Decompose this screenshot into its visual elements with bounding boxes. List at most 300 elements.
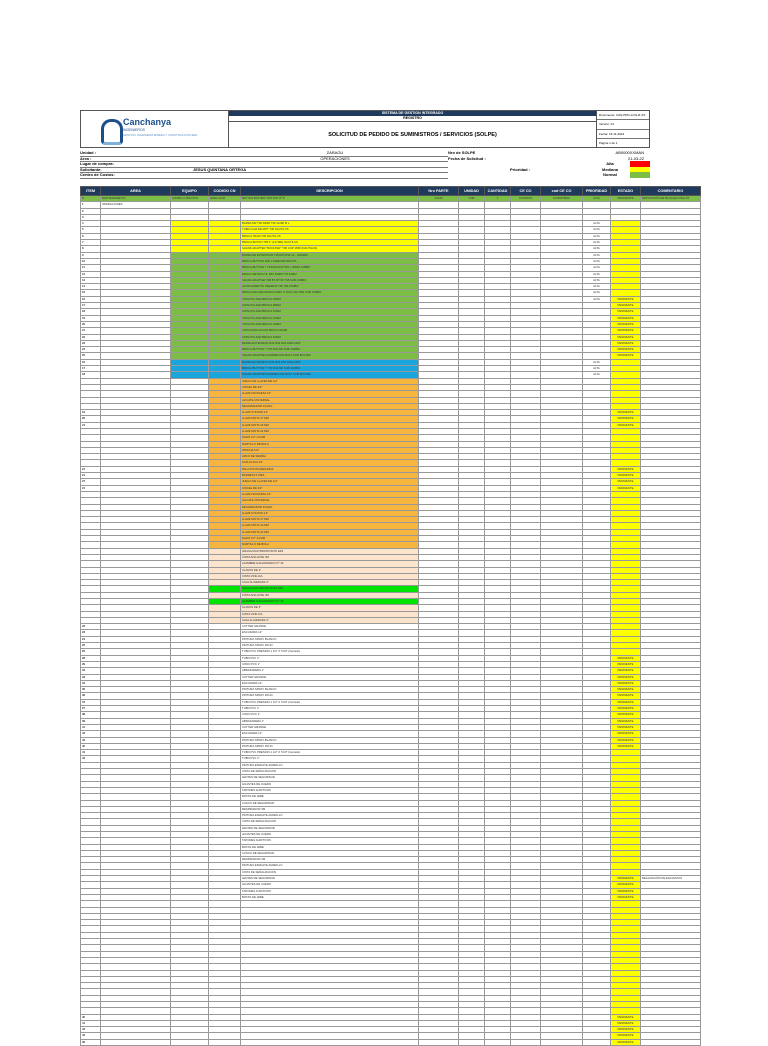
- lugar-label: Lugar de compra:: [80, 161, 114, 166]
- cell-estado: PENDIENTE: [611, 410, 641, 416]
- doc-version: Version: 01: [597, 120, 649, 129]
- cell-estado: PENDIENTE: [611, 315, 641, 321]
- cell-estado: PENDIENTE: [611, 1039, 641, 1045]
- cell-descripcion: ABRAZADERA 1": [241, 668, 419, 674]
- centro-line: [80, 172, 448, 179]
- cell-descripcion: LLAVE MIXTA 19 MM: [241, 523, 419, 529]
- cell-descripcion: SHANK ADAPTER T38 B7-RT-56 T38 SUB JUMBO: [241, 277, 419, 283]
- cell-item: 42: [81, 756, 101, 762]
- cell-item: 34: [81, 680, 101, 686]
- area-label: Area :: [80, 155, 92, 161]
- cell-descripcion: ALICATE UNIVERSAL: [241, 397, 419, 403]
- cell-codigo: [209, 1039, 241, 1045]
- fecha-label: Fecha de Solicitud :: [448, 155, 486, 161]
- cell-estado: PENDIENTE: [611, 737, 641, 743]
- cell-estado: PENDIENTE: [611, 1027, 641, 1033]
- cell-descripcion: ARCO DE SIERRA: [241, 454, 419, 460]
- cell-descripcion: GUANTES DE CUERO: [241, 781, 419, 787]
- cell-descripcion: RESPIRADOR 3M: [241, 857, 419, 863]
- cell-estado: PENDIENTE: [611, 1014, 641, 1020]
- col-area: AREA: [101, 187, 171, 196]
- cell-item: 2: [81, 208, 101, 214]
- cell-estado: PENDIENTE: [611, 296, 641, 302]
- cell-descripcion: ALICATE UNIVERSAL: [241, 498, 419, 504]
- cell-descripcion: COPA PULSAR BROCA 64MM: [241, 321, 419, 327]
- cell-estado: PENDIENTE: [611, 876, 641, 882]
- cell-descripcion: BATTON BATTERY BATTON Nº 8: [241, 196, 419, 202]
- cell-descripcion: BROCA BOTON T38 6" (127MM) NAUTILUS: [241, 240, 419, 246]
- cell-estado: PENDIENTE: [611, 706, 641, 712]
- col-cantidad: CANTIDAD: [485, 187, 511, 196]
- cell-descripcion: CUTTER GRANDE: [241, 624, 419, 630]
- items-table: [80, 186, 701, 1046]
- cell-cantidad: 1: [485, 196, 511, 202]
- cell-area: OPERACIONES: [101, 202, 171, 208]
- cell-item: 21: [81, 328, 101, 334]
- cell-estado: PENDIENTE: [611, 1033, 641, 1039]
- cell-descripcion: COPA PULSAR BROCA 45MM: [241, 296, 419, 302]
- cell-item: 41: [81, 1020, 101, 1026]
- cell-item: 6: [81, 233, 101, 239]
- cell-comentario: REPOSICIÓN DE BLOQUE FINAL PT: [641, 196, 701, 202]
- cell-estado: PENDIENTE: [611, 473, 641, 479]
- cell-item: 21: [81, 473, 101, 479]
- cell-descripcion: BROCA TRAM T38 NAUTILUS: [241, 233, 419, 239]
- cell-descripcion: LENTES DE SEGURIDAD: [241, 876, 419, 882]
- cell-item: 35: [81, 687, 101, 693]
- cell-estado: PENDIENTE: [611, 724, 641, 730]
- doc-page: Página 1 de 1: [599, 140, 618, 145]
- cell-item: 18: [81, 372, 101, 378]
- cell-prioridad: ALTA: [583, 359, 611, 365]
- cell-item: 43: [81, 737, 101, 743]
- cell-item: 16: [81, 359, 101, 365]
- cell-prioridad: ALTA: [583, 246, 611, 252]
- cell-item: 37: [81, 699, 101, 705]
- cell-item: 41: [81, 750, 101, 756]
- cell-item: 39: [81, 718, 101, 724]
- cell-descripcion: BARRA MP T38 RD38 T38 12180 M L: [241, 221, 419, 227]
- cell-estado: PENDIENTE: [611, 485, 641, 491]
- logo-sub: INGENIEROS: [123, 128, 145, 132]
- cell-item: 21: [81, 466, 101, 472]
- cell-descripcion: LLAVE FRANCESA 12": [241, 491, 419, 497]
- cell-descripcion: PINTURA ESMALTE AMARILLO: [241, 863, 419, 869]
- cell-item: 40: [81, 743, 101, 749]
- cell-descripcion: LIMA PLANA 10": [241, 460, 419, 466]
- cell-descripcion: CINTA AISLANTE 3M: [241, 554, 419, 560]
- prioridad-line: [510, 167, 570, 173]
- cell-descripcion: TUBO PVC 1": [241, 756, 419, 762]
- cell-estado: PENDIENTE: [611, 340, 641, 346]
- cell-descripcion: TUBO PVC PRESION 1 1/2" X 5 MT (Cerrado): [241, 649, 419, 655]
- cell-item: 16: [81, 296, 101, 302]
- cell-descripcion: ALAMBRE GALVANIZADO Nº 16: [241, 561, 419, 567]
- cell-item: 9: [81, 252, 101, 258]
- cell-prioridad: ALTA: [583, 258, 611, 264]
- cell-estado: PENDIENTE: [611, 309, 641, 315]
- cell-codigo: 20000-1234: [209, 196, 241, 202]
- cell-item: 10: [81, 258, 101, 264]
- cell-descripcion: DADO 1/2" 24 MM: [241, 435, 419, 441]
- cell-descripcion: PINTURA ESMALTE AMARILLO: [241, 813, 419, 819]
- cell-descripcion: CODO PVC 1": [241, 712, 419, 718]
- cell-area: [101, 1039, 171, 1045]
- cell-descripcion: LLAVE STILSON 14": [241, 410, 419, 416]
- cell-descripcion: CINCEL DE 3/4": [241, 485, 419, 491]
- cell-descripcion: BARRA EXTENSION R32 R32 R32 1800-2400: [241, 340, 419, 346]
- cell-descripcion: ABRAZADERA 1": [241, 718, 419, 724]
- cell-descripcion: BARRETA 5 PIES: [241, 473, 419, 479]
- cell-item: 29: [81, 661, 101, 667]
- cell-item: 36: [81, 693, 101, 699]
- cell-estado: PENDIENTE: [611, 479, 641, 485]
- cell-area: MANTENIMIENTO: [101, 196, 171, 202]
- cell-descripcion: [241, 1039, 419, 1045]
- cell-item: 27: [81, 479, 101, 485]
- solpe-value[interactable]: AB0000XXMAN: [615, 150, 644, 155]
- cell-descripcion: TAPONES AUDITIVOS: [241, 787, 419, 793]
- cell-ceco: CATODOS: [511, 196, 541, 202]
- cell-prioridad: ALTA: [583, 277, 611, 283]
- cell-descripcion: DESARMADOR PLANO: [241, 504, 419, 510]
- doc-code: Documento: CAN-PRO-LOG-R-XX: [597, 111, 649, 120]
- cell-item: 20: [81, 321, 101, 327]
- cell-estado: PENDIENTE: [611, 699, 641, 705]
- cell-descripcion: TUBO GUIA DE MPT T38 NAUTILUS: [241, 227, 419, 233]
- cell-equipo: JUMBO H 1833 SVS: [171, 196, 209, 202]
- cell-estado: PENDIENTE: [611, 674, 641, 680]
- cell-descripcion: SHANK ADAPTER "BOOLTER" T38 COP 1838 (NAUTILUS): [241, 246, 419, 252]
- cell-descripcion: TUBO PVC PRESION 1 1/2" X 5 MT (Cerrado): [241, 699, 419, 705]
- cell-descripcion: SHANK ADAPTER HAMMER R32 BOLT SUB BOLTER: [241, 353, 419, 359]
- area-value[interactable]: OPERACIONES: [320, 155, 350, 161]
- cell-estado: PENDIENTE: [611, 894, 641, 900]
- cell-estado: PENDIENTE: [611, 328, 641, 334]
- cell-item: 8: [81, 246, 101, 252]
- cell-estado: PENDIENTE: [611, 661, 641, 667]
- cell-item: 43: [81, 1033, 101, 1039]
- cell-item: 12: [81, 271, 101, 277]
- cell-descripcion: PINTURA SPRAY ROJO: [241, 643, 419, 649]
- cell-descripcion: CASCO DE SEGURIDAD: [241, 850, 419, 856]
- cell-descripcion: TUBO PVC PRESION 1 1/2" X 5 MT (Cerrado): [241, 750, 419, 756]
- unidad-value[interactable]: ZARAGU: [326, 150, 344, 155]
- cell-item: 20: [81, 416, 101, 422]
- cell-item: 27: [81, 706, 101, 712]
- cell-estado: PENDIENTE: [611, 693, 641, 699]
- cell-descripcion: BARRA EXTENSION R32 R32 R32 1800-2400: [241, 359, 419, 365]
- cell-item: 18: [81, 309, 101, 315]
- cell-descripcion: BOTAS DE JEBE: [241, 894, 419, 900]
- logo-tagline: GESTIÓN, INGENIERÍA MINERA Y CONSTRUCCIÓN EIRL: [123, 133, 198, 137]
- col-comentario: COMENTARIO: [641, 187, 701, 196]
- alta-label: Alta: [606, 161, 614, 166]
- cell-descripcion: DESARMADOR PLANO: [241, 403, 419, 409]
- cell-item: 19: [81, 410, 101, 416]
- cell-descripcion: JUEGO DE LLAVES DE 1/2": [241, 378, 419, 384]
- cell-estado: PENDIENTE: [611, 303, 641, 309]
- cell-descripcion: BOTAS DE JEBE: [241, 844, 419, 850]
- cell-item: 40: [81, 1014, 101, 1020]
- cell-descripcion: LLAVE MIXTA 17 MM: [241, 416, 419, 422]
- cell-descripcion: GUANTES DE CUERO: [241, 831, 419, 837]
- cell-prioridad: ALTA: [583, 296, 611, 302]
- cell-prioridad: ALTA: [583, 284, 611, 290]
- cell-item: 42: [81, 1027, 101, 1033]
- cell-item: 3: [81, 214, 101, 220]
- cell-cantidad: [485, 1039, 511, 1045]
- request-info: [80, 150, 650, 187]
- cell-item: 11: [81, 265, 101, 271]
- cell-prioridad: ALTA: [583, 240, 611, 246]
- canchanya-logo-icon: [101, 119, 123, 145]
- cell-descripcion: CAJA ALIGERADA 3": [241, 580, 419, 586]
- cell-estado: PENDIENTE: [611, 196, 641, 202]
- cell-descripcion: BROCA BUTTON 7 T7R R32 8M SUB JUMBO: [241, 366, 419, 372]
- cell-descripcion: BROCA BUTTON 7 T45/A32 R32 545 L 45MM JUMBO: [241, 265, 419, 271]
- doc-control: [597, 111, 649, 147]
- normal-swatch: [630, 172, 650, 178]
- cell-descripcion: BROCA BUTTON 7 T7R R32 8M SUB JUMBO: [241, 347, 419, 353]
- cell-descripcion: PALA PUNTA REDONDA: [241, 466, 419, 472]
- col-estado: ESTADO: [611, 187, 641, 196]
- cell-descripcion: CLAVOS DE 3": [241, 605, 419, 611]
- cell-prioridad: ALTA: [583, 233, 611, 239]
- col-nro-parte: Nro PARTE: [419, 187, 459, 196]
- cell-estado: PENDIENTE: [611, 353, 641, 359]
- cell-estado: PENDIENTE: [611, 655, 641, 661]
- cell-item: 19: [81, 315, 101, 321]
- cell-prioridad: ALTA: [583, 366, 611, 372]
- cell-item: 24: [81, 636, 101, 642]
- cell-descripcion: TAPONES AUDITIVOS: [241, 838, 419, 844]
- cell-prioridad: [583, 1039, 611, 1045]
- cell-descripcion: WINCHA 5 M: [241, 447, 419, 453]
- normal-label: Normal: [603, 172, 617, 177]
- doc-date: Fecha: 15-11-2024: [597, 130, 649, 139]
- cell-descripcion: ESCUADRA 12": [241, 630, 419, 636]
- cell-descripcion: CLAVOS DE 3": [241, 567, 419, 573]
- cell-descripcion: DADO 1/2" 24 MM: [241, 536, 419, 542]
- cell-item: 1: [81, 202, 101, 208]
- cell-descripcion: CODO PVC 1": [241, 661, 419, 667]
- cell-descripcion: TUBO PVC 1": [241, 706, 419, 712]
- header-titles: [229, 111, 597, 147]
- cell-item: 4: [81, 221, 101, 227]
- cell-estado: PENDIENTE: [611, 668, 641, 674]
- cell-descripcion: LENTES DE SEGURIDAD: [241, 825, 419, 831]
- cell-descripcion: JUEGO DE LLAVES DE 1/2": [241, 479, 419, 485]
- cell-item: 21: [81, 422, 101, 428]
- cell-descripcion: COPA PULSAR BROCA 51MM: [241, 334, 419, 340]
- cell-descripcion: CASCO DE SEGURIDAD: [241, 800, 419, 806]
- cell-parte: 12345: [419, 196, 459, 202]
- cell-descripcion: TUBO PVC 1": [241, 655, 419, 661]
- cell-descripcion: ACOPLAMIENTO PERMAN T38 T38 JUMBO: [241, 284, 419, 290]
- cell-item: 23: [81, 630, 101, 636]
- col-ce-co: CE CO: [511, 187, 541, 196]
- cell-estado: PENDIENTE: [611, 466, 641, 472]
- cell-item: 23: [81, 340, 101, 346]
- cell-descripcion: PINTURA ESMALTE AMARILLO: [241, 762, 419, 768]
- solicitante-label: Solicitante:: [80, 166, 102, 172]
- form-header: [80, 110, 650, 148]
- cell-descripcion: LLAVE MIXTA 19 MM: [241, 422, 419, 428]
- cell-prioridad: ALTA: [583, 265, 611, 271]
- cell-descripcion: CINTA VINILICA: [241, 611, 419, 617]
- cell-item: 17: [81, 366, 101, 372]
- cell-prioridad: ALTA: [583, 196, 611, 202]
- cell-descripcion: CINTA AISLANTE 3M: [241, 592, 419, 598]
- cell-descripcion: PINTURA SPRAY BLANCO: [241, 687, 419, 693]
- cell-estado: PENDIENTE: [611, 731, 641, 737]
- fecha-value[interactable]: 21-03-22: [627, 155, 644, 161]
- cell-descripcion: BROCA ESCARIADORA DOMO 4" R32 (102 MM) SUB JUMBO: [241, 290, 419, 296]
- col-prioridad: PRIORIDAD: [583, 187, 611, 196]
- col-unidad: UNIDAD: [459, 187, 485, 196]
- cell-item: 21: [81, 485, 101, 491]
- cell-descripcion: GRASA MULTIPROPOSITO EP2: [241, 586, 419, 592]
- cell-descripcion: CUTTER GRANDE: [241, 724, 419, 730]
- cell-item: 38: [81, 712, 101, 718]
- cell-item: 41: [81, 724, 101, 730]
- cell-descripcion: MARTILLO DE BOLA: [241, 542, 419, 548]
- cell-item: 33: [81, 674, 101, 680]
- prioridad-label: Prioridad :: [510, 166, 531, 172]
- cell-descripcion: ESCUADRA 12": [241, 731, 419, 737]
- cell-estado: PENDIENTE: [611, 882, 641, 888]
- cell-comentario: REALIZACIÓN DE ESCAVATAS: [641, 876, 701, 882]
- cell-comentario: [641, 1039, 701, 1045]
- cell-equipo: [171, 1039, 209, 1045]
- cell-prioridad: ALTA: [583, 252, 611, 258]
- cell-descripcion: CINCEL DE 3/4": [241, 384, 419, 390]
- cell-item: 5: [81, 227, 101, 233]
- cell-descripcion: CAJA ALIGERADA 3": [241, 617, 419, 623]
- table-row[interactable]: [81, 1039, 701, 1045]
- cell-estado: PENDIENTE: [611, 680, 641, 686]
- cell-item: 28: [81, 655, 101, 661]
- cell-descripcion: BOTAS DE JEBE: [241, 794, 419, 800]
- cell-descripcion: RESPIRADOR 3M: [241, 806, 419, 812]
- company-logo: [81, 111, 229, 147]
- cell-item: 42: [81, 731, 101, 737]
- cell-descripcion: BARRA DE EXTENSION T38 R25 R32 14 - 3240MM: [241, 252, 419, 258]
- cell-descripcion: ESCUADRA 12": [241, 680, 419, 686]
- cell-item: 32: [81, 668, 101, 674]
- cell-item: 26: [81, 649, 101, 655]
- cell-unidad: UND: [459, 196, 485, 202]
- cell-descripcion: TAPONES AUDITIVOS: [241, 888, 419, 894]
- cell-descripcion: LLAVE MIXTA 17 MM: [241, 517, 419, 523]
- cell-descripcion: LLAVE MIXTA 22 MM: [241, 428, 419, 434]
- cell-prioridad: ALTA: [583, 290, 611, 296]
- cell-item: 7: [81, 240, 101, 246]
- cell-descripcion: CINTA DE SEÑALIZACION: [241, 869, 419, 875]
- cell-descripcion: LLAVE STILSON 14": [241, 510, 419, 516]
- cell-item: 22: [81, 624, 101, 630]
- mediana-label: Mediana: [601, 166, 618, 172]
- cell-descripcion: SHANK ADAPTER HAMMER R32 BOLT SUB BOLTER: [241, 372, 419, 378]
- cell-item: 14: [81, 284, 101, 290]
- cell-descripcion: MARTILLO DE BOLA: [241, 441, 419, 447]
- cell-descripcion: PINTURA SPRAY ROJO: [241, 743, 419, 749]
- cell-descripcion: COPA PARA AFILAR BROCA 51MM: [241, 328, 419, 334]
- cell-item: 17: [81, 303, 101, 309]
- cell-descripcion: CINTA DE SEÑALIZACION: [241, 819, 419, 825]
- cell-item: 24: [81, 347, 101, 353]
- cell-prioridad: ALTA: [583, 221, 611, 227]
- solpe-label: Nro de SOLPE: [448, 150, 476, 155]
- cell-estado: PENDIENTE: [611, 422, 641, 428]
- cell-descripcion: LLAVE FRANCESA 12": [241, 391, 419, 397]
- cell-estado: PENDIENTE: [611, 687, 641, 693]
- cell-descripcion: CINTA DE SEÑALIZACION: [241, 769, 419, 775]
- cell-prioridad: ALTA: [583, 372, 611, 378]
- cell-descripcion: PINTURA SPRAY BLANCO: [241, 737, 419, 743]
- cell-estado: PENDIENTE: [611, 334, 641, 340]
- cell-item: 15: [81, 290, 101, 296]
- cell-descripcion: CINTA VINILICA: [241, 573, 419, 579]
- cell-descripcion: ALAMBRE GALVANIZADO Nº 16: [241, 599, 419, 605]
- cell-descripcion: LENTES DE SEGURIDAD: [241, 775, 419, 781]
- cell-estado: PENDIENTE: [611, 888, 641, 894]
- cell-descripcion: COPA PULSAR BROCA 38MM: [241, 303, 419, 309]
- cell-descripcion: PINTURA SPRAY ROJO: [241, 693, 419, 699]
- cell-item: 25: [81, 353, 101, 359]
- cell-unidad: [459, 1039, 485, 1045]
- cell-prioridad: ALTA: [583, 227, 611, 233]
- centro-label: Centro de Costos:: [80, 172, 115, 177]
- cell-estado: PENDIENTE: [611, 347, 641, 353]
- cell-descripcion: PINTURA SPRAY BLANCO: [241, 636, 419, 642]
- cell-descripcion: BROCA RETRACTIL R32 60MM T78 64MM: [241, 271, 419, 277]
- cell-estado: PENDIENTE: [611, 743, 641, 749]
- cell-codceco: 12345678901: [541, 196, 583, 202]
- col-codigo: CODIGO CN: [209, 187, 241, 196]
- cell-item: 13: [81, 277, 101, 283]
- logo-name: Canchanya: [123, 117, 172, 127]
- cell-descripcion: LLAVE MIXTA 22 MM: [241, 529, 419, 535]
- col-cod-ce-co: cod CE CO: [541, 187, 583, 196]
- cell-descripcion: COPA PULSAR BROCA 51MM: [241, 309, 419, 315]
- cell-estado: PENDIENTE: [611, 718, 641, 724]
- cell-descripcion: BROCA BUTTON R32 L 51MM RETRACTIL: [241, 258, 419, 264]
- cell-descripcion: GUANTES DE CUERO: [241, 882, 419, 888]
- cell-estado: PENDIENTE: [611, 712, 641, 718]
- col-item: ITEM: [81, 187, 101, 196]
- solicitante-value[interactable]: JESUS QUINTANA ORTEGA: [193, 166, 247, 172]
- unidad-label: Unidad :: [80, 150, 96, 155]
- form-title: SOLICITUD DE PEDIDO DE SUMINISTROS / SERVICIOS (SOLPE): [328, 131, 497, 138]
- cell-descripcion: CUTTER GRANDE: [241, 674, 419, 680]
- system-title: SISTEMA DE GESTION INTEGRADO: [229, 111, 596, 116]
- solpe-form: [80, 110, 690, 1044]
- cell-descripcion: GRASA MULTIPROPOSITO EP2: [241, 548, 419, 554]
- registro-title: REGISTRO: [229, 116, 596, 122]
- col-equipo: EQUIPO: [171, 187, 209, 196]
- cell-item: 36: [81, 1039, 101, 1045]
- cell-descripcion: COPA PULSAR BROCA 51MM: [241, 315, 419, 321]
- cell-prioridad: ALTA: [583, 271, 611, 277]
- cell-estado: PENDIENTE: [611, 1020, 641, 1026]
- cell-item: 25: [81, 643, 101, 649]
- cell-item: 0: [81, 196, 101, 202]
- cell-item: 22: [81, 334, 101, 340]
- col-descripcion: DESCRIPCION: [241, 187, 419, 196]
- table-header-row: [81, 187, 701, 196]
